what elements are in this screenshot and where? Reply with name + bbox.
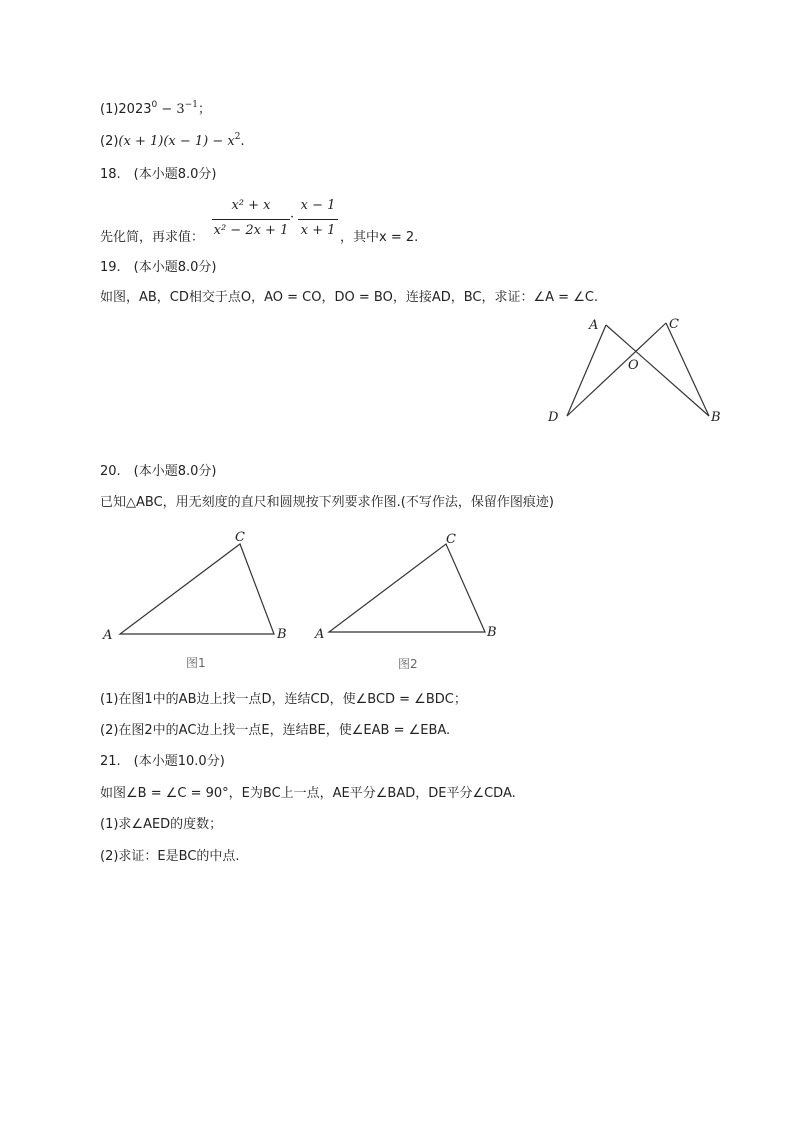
q17-part2-exponent: 2 — [234, 132, 241, 142]
q20-statement: 已知△ABC，用无刻度的直尺和圆规按下列要求作图.(不写作法，保留作图痕迹) — [100, 495, 554, 510]
q20-fig1-label-A: A — [103, 628, 113, 643]
q20-fig1-label-B: B — [277, 627, 287, 642]
q20-fig2-label-B: B — [487, 625, 497, 640]
q19-segment-AB — [606, 325, 709, 416]
q18-dot: · — [290, 210, 295, 225]
q18-tail: ，其中x = 2. — [340, 230, 419, 245]
q21-part1: (1)求∠AED的度数； — [100, 817, 223, 832]
q20-fig1-caption: 图1 — [186, 656, 206, 670]
q17-part1-minus: − 3 — [157, 102, 185, 117]
q21-statement: 如图∠B = ∠C = 90°，E为BC上一点，AE平分∠BAD，DE平分∠CDA. — [100, 786, 516, 801]
q19-label-O: O — [628, 358, 639, 373]
q20-figure-1 — [100, 528, 300, 678]
q20-part2: (2)在图2中的AC边上找一点E，连结BE，使∠EAB = ∠EBA. — [100, 723, 451, 738]
q20-fig2-label-A: A — [315, 627, 325, 642]
q18-fraction-2-numerator: x − 1 — [300, 198, 336, 213]
q20-fig1-label-C: C — [235, 530, 245, 545]
q21-part2: (2)求证：E是BC的中点. — [100, 849, 240, 864]
q19-figure — [545, 315, 725, 430]
q18-fraction-2-bar — [298, 219, 338, 220]
q17-part2 — [100, 133, 245, 151]
q17-part2-end: . — [240, 134, 245, 149]
q18-lead: 先化简，再求值： — [100, 230, 205, 245]
q17-part1-base: (1)2023 — [100, 102, 152, 117]
q19-statement: 如图，AB，CD相交于点O，AO = CO，DO = BO，连接AD，BC，求证：∠A = ∠C. — [100, 290, 599, 305]
q20-part1: (1)在图1中的AB边上找一点D，连结CD，使∠BCD = ∠BDC； — [100, 692, 467, 707]
q17-part1-exponent-0: 0 — [151, 100, 158, 110]
q17-part1-end: ； — [197, 102, 211, 117]
q20-figure-2 — [313, 528, 513, 678]
q18-fraction-2 — [298, 198, 338, 242]
q19-label-C: C — [669, 317, 679, 332]
q19-segment-AD — [567, 325, 606, 416]
q19-label-A: A — [589, 318, 599, 333]
q19-segment-CD — [567, 323, 666, 416]
q18-fraction-1 — [212, 198, 290, 242]
q20-fig1-triangle — [120, 544, 274, 634]
q20-fig2-caption: 图2 — [398, 657, 418, 671]
q18-fraction-1-numerator: x² + x — [231, 198, 271, 213]
q17-part1 — [100, 101, 211, 119]
q19-label-D: D — [548, 410, 559, 425]
q20-fig2-label-C: C — [446, 532, 456, 547]
q19-label-B: B — [711, 410, 721, 425]
q20-header: 20. (本小题8.0分) — [100, 464, 217, 479]
q18-header: 18. (本小题8.0分) — [100, 167, 217, 182]
q21-header: 21. (本小题10.0分) — [100, 754, 225, 769]
q18-fraction-1-denominator: x² − 2x + 1 — [213, 223, 289, 238]
q19-segment-CB — [666, 323, 709, 416]
q18-fraction-1-bar — [212, 219, 290, 220]
q20-fig2-triangle — [329, 544, 485, 632]
q17-part2-expression: (x + 1)(x − 1) − x — [118, 134, 235, 149]
q18-fraction-2-denominator: x + 1 — [300, 223, 336, 238]
q17-part1-exponent-neg1: −1 — [184, 100, 198, 110]
q19-header: 19. (本小题8.0分) — [100, 260, 217, 275]
q17-part2-label: (2) — [100, 134, 119, 149]
